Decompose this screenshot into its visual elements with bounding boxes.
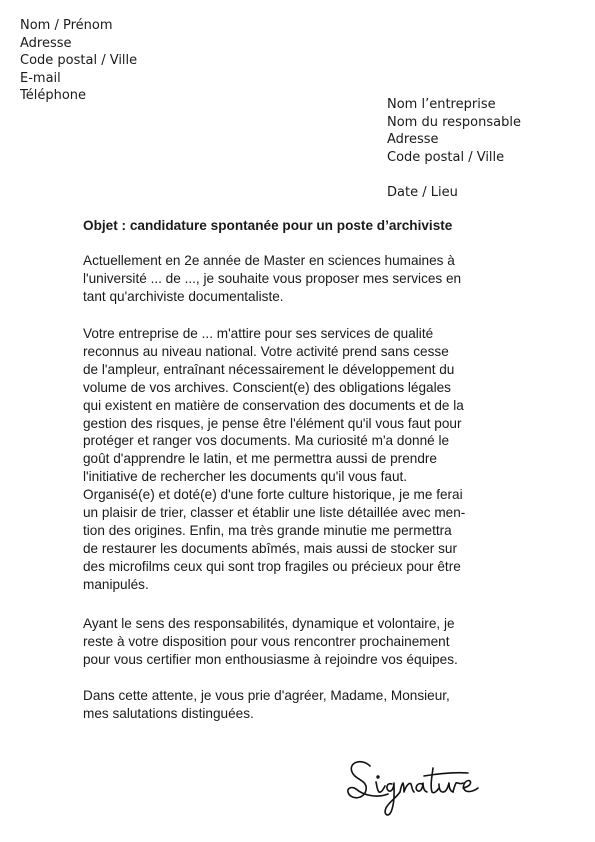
text-line: gestion des risques, je pense être l'élément qu'il vous faut pour <box>83 415 462 431</box>
text-line: mes salutations distinguées. <box>83 705 254 721</box>
text-line: Organisé(e) et doté(e) d'une forte culture historique, je me ferai <box>83 487 463 503</box>
text-line: reste à votre disposition pour vous rencontrer prochainement <box>83 633 450 649</box>
letter-subject: Objet : candidature spontanée pour un poste d’archiviste <box>83 218 453 233</box>
recipient-address-block <box>387 96 521 166</box>
text-line: tion des origines. Enfin, ma très grande minutie me permettra <box>83 522 452 538</box>
recipient-address: Adresse <box>387 132 439 148</box>
sender-postal-city: Code postal / Ville <box>20 53 138 69</box>
text-line: volume de vos archives. Conscient(e) des obligations légales <box>83 379 451 395</box>
closing-paragraph <box>83 687 513 723</box>
sender-email: E-mail <box>20 70 61 86</box>
sender-address: Adresse <box>20 35 72 51</box>
body-paragraph-2 <box>83 325 513 594</box>
sender-phone: Téléphone <box>20 88 87 104</box>
text-line: Dans cette attente, je vous prie d'agréer, Madame, Monsieur, <box>83 688 450 703</box>
sender-name: Nom / Prénom <box>20 18 113 33</box>
text-line: l'université ... de ..., je souhaite vous proposer mes services en <box>83 270 462 286</box>
text-line: l'initiative de rechercher les documents qu'il vous faut. <box>83 469 408 485</box>
sender-address-block <box>20 17 137 105</box>
text-line: qui existent en matière de conservation des documents et de la <box>83 397 464 413</box>
text-line: Actuellement en 2e année de Master en sciences humaines à <box>83 253 455 268</box>
handwritten-signature <box>344 752 494 822</box>
recipient-postal-city: Code postal / Ville <box>387 149 505 165</box>
recipient-manager: Nom du responsable <box>387 114 521 130</box>
text-line: goût d'apprendre le latin, et me permettra aussi de prendre <box>83 451 437 467</box>
text-line: manipulés. <box>83 576 149 592</box>
text-line: pour vous certifier mon enthousiasme à rejoindre vos équipes. <box>83 651 458 667</box>
text-line: protéger et ranger vos documents. Ma curiosité m'a donné le <box>83 433 450 449</box>
text-line: tant qu'archiviste documentaliste. <box>83 288 284 304</box>
text-line: des microfilms ceux qui sont trop fragiles ou précieux pour être <box>83 558 461 574</box>
text-line: de l'ampleur, entraînant nécessairement le développement du <box>83 361 455 377</box>
date-place: Date / Lieu <box>387 185 458 200</box>
body-paragraph-1 <box>83 252 513 306</box>
text-line: un plaisir de trier, classer et établir une liste détaillée avec men- <box>83 505 466 521</box>
text-line: de restaurer les documents abîmés, mais aussi de stocker sur <box>83 540 457 556</box>
body-paragraph-3 <box>83 615 513 669</box>
text-line: reconnus au niveau national. Votre activité prend sans cesse <box>83 343 449 359</box>
text-line: Ayant le sens des responsabilités, dynamique et volontaire, je <box>83 616 455 631</box>
text-line: Votre entreprise de ... m'attire pour ses services de qualité <box>83 326 434 341</box>
recipient-company: Nom l’entreprise <box>387 97 496 112</box>
